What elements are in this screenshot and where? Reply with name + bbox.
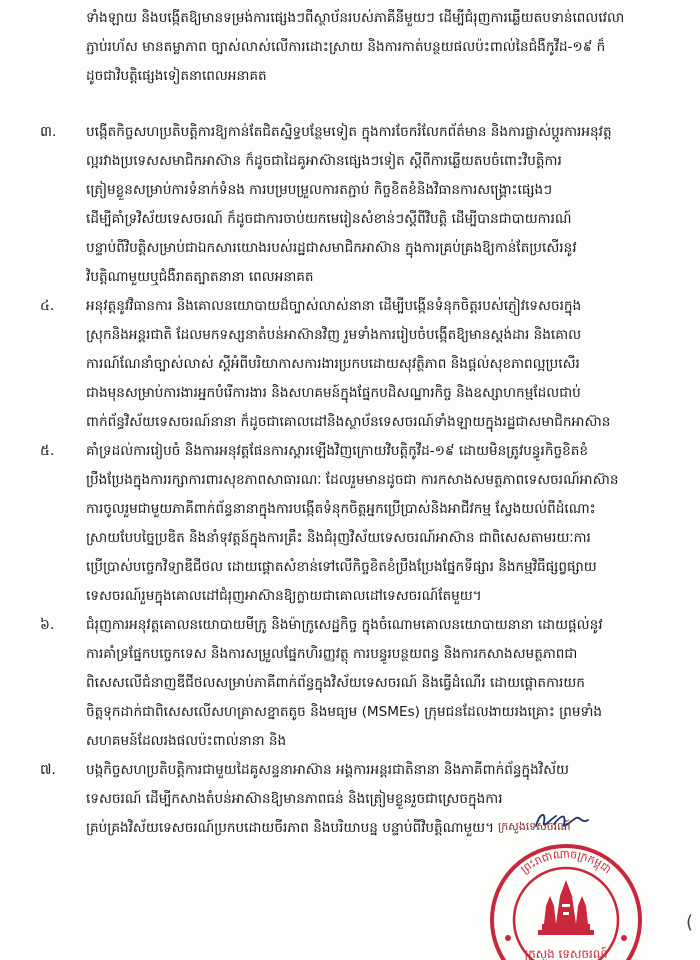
text-line: ប្រឹងប្រែងក្នុងការរក្សាការពារសុខភាពសាធារណៈ ដែលរួមមានដូចជា ការកសាងសមត្ថភាពទេសចរណ៍អាស៊ាន <box>86 472 619 488</box>
text-line: ស្រុកនិងអន្តរជាតិ ដែលមកទស្សនាតំបន់អាស៊ានវិញ រួមទាំងការរៀបចំបង្កើតឱ្យមានស្តង់ដារ និងគោល <box>86 327 582 343</box>
text-line: ការគាំទ្រផ្នែកបច្ចេកទេស និងការសម្រួលផ្នែកហិរញ្ញវត្ថុ ការបន្ធូរបន្ថយពន្ធ និងការកសាងសមត្ថភាពជា <box>86 646 578 662</box>
item-number: ៣. <box>40 124 57 140</box>
item-text <box>86 437 642 611</box>
text-line: ល្អរវាងប្រទេសសមាជិកអាស៊ាន ក៏ដូចជាដៃគូអាស៊ានផ្សេងៗទៀត ស្តីពីការឆ្លើយតបចំពោះវិបត្តិការ <box>86 153 562 169</box>
text-line: ការចូលរួមជាមួយភាគីពាក់ព័ន្ធនានាក្នុងការបង្កើតទំនុកចិត្តអ្នកប្រើប្រាស់និងអាជីវកម្ម ស្វែងយល់ពីដំណោះ <box>86 501 596 517</box>
ministry-seal <box>484 818 654 960</box>
item-number: ៧. <box>40 762 56 778</box>
text-line: បង្កកិច្ចសហប្រតិបត្តិការជាមួយដៃគូសន្ទនាអាស៊ាន អង្គការអន្តរជាតិនានា និងភាគីពាក់ព័ន្ធក្នុងវិស័យ <box>86 762 569 778</box>
seal-bottom-text: ក្រសួង ទេសចរណ៍ <box>524 947 608 960</box>
text-line: ទេសចរណ៍រួមក្នុងគោលដៅជំរុញអាស៊ានឱ្យក្លាយជាគោលដៅទេសចរណ៍តែមួយ។ <box>86 588 482 604</box>
item-number: ៤. <box>40 298 55 314</box>
text-line: ទាំងឡាយ និងបង្កើតឱ្យមានទម្រង់ការផ្សេងៗពីស្ថាប័នរបស់ភាគីនីមួយៗ ដើម្បីជំរុញការឆ្លើយតបទាន់ពេលវេលា <box>86 10 625 26</box>
text-line: ប្រើប្រាស់បច្ចេកវិទ្យាឌីជីថល ដោយផ្តោតសំខាន់ទៅលើកិច្ចខិតខំប្រឹងប្រែងផ្នែកទីផ្សារ និងកម្មវិធីផ្សព្វផ្សាយ <box>86 559 597 575</box>
text-line: ដូចជាវិបត្តិផ្សេងទៀតនាពេលអនាគត <box>86 68 267 84</box>
angkor-temple-icon <box>538 880 594 935</box>
seal-ring-text: ព្រះរាជាណាចក្រកម្ពុជា <box>518 847 614 877</box>
text-line: ពាក់ព័ន្ធវិស័យទេសចរណ៍នានា ក៏ដូចជាគោលដៅនិងស្ថាប័នទេសចរណ៍ទាំងឡាយក្នុងរដ្ឋជាសមាជិកអាស៊ាន <box>86 414 611 430</box>
text-line: សហគមន៍ដែលរងផលប៉ះពាល់នានា និង <box>86 733 287 749</box>
text-line: ត្រៀមខ្លួនសម្រាប់ការទំនាក់ទំនង ការបម្របម្រួលការតភ្ជាប់ កិច្ចខិតខំនិងវិធានការសង្គ្រោះផ្សេងៗ <box>86 182 553 198</box>
text-line: បន្ទាប់ពីវិបត្តិសម្រាប់ជាឯកសារយោងរបស់រដ្ឋជាសមាជិកអាស៊ាន ក្នុងការគ្រប់គ្រងឱ្យកាន់តែប្រសើរនូវ <box>86 240 577 256</box>
text-line: ស្រាយបែបច្នៃប្រឌិត និងនាំទុវត្តន៍ក្នុងការគ្រឹះ និងជំរុញវិស័យទេសចរណ៍អាស៊ាន ជាពិសេសតាមរយៈការ <box>86 530 591 546</box>
item-text <box>86 118 642 292</box>
text-line: ដើម្បីគាំទ្រវិស័យទេសចរណ៍ ក៏ដូចជាការចាប់យកមេរៀនសំខាន់ៗស្តីពីវិបត្តិ ដើម្បីបានជាបាយការណ៍ <box>86 211 572 227</box>
text-line: គាំទ្រដល់ការរៀបចំ និងការអនុវត្តផែនការស្តារឡើងវិញក្រោយវិបត្តិកូវីដ-១៩ ដោយមិនត្រូវបន្ធូរកិច្ចខិតខំ <box>86 443 589 459</box>
seal-top-text: ក្រសួងទេសចរណ៍ <box>498 820 571 833</box>
intro-paragraph <box>86 4 642 91</box>
text-line: បង្កើតកិច្ចសហប្រតិបត្តិការឱ្យកាន់តែជិតស្និទ្ធបន្ថែមទៀត ក្នុងការចែករំលែកព័ត៌មាន និងការផ្លាស់ប្តូរការអនុវត្ត <box>86 124 612 140</box>
item-text <box>86 611 642 756</box>
text-line: ជាងមុនសម្រាប់ការងារអ្នកបំរើការងារ និងសហគមន៍ក្នុងផ្នែកបដិសណ្ឋារកិច្ច និងឧស្សាហកម្មដែលជាប់ <box>86 385 581 401</box>
seal-stamp <box>486 840 646 960</box>
text-line: វិបត្តិណាមួយឬជំងឺរាតត្បាតនានា ពេលអនាគត <box>86 269 314 285</box>
text-line: ជំរុញការអនុវត្តគោលនយោបាយមីក្រូ និងម៉ាក្រូសេដ្ឋកិច្ច ក្នុងចំណោមគោលនយោបាយនានា ដោយផ្តល់នូវ <box>86 617 603 633</box>
text-line: អនុវត្តនូវវិធានការ និងគោលនយោបាយដ៏ច្បាស់លាស់នានា ដើម្បីបង្កើនទំនុកចិត្តរបស់ភ្ញៀវទេសចរក្នុង <box>86 298 582 314</box>
text-line: គ្រប់គ្រងវិស័យទេសចរណ៍ប្រកបដោយចីរភាព និងបរិយាបន្ន បន្ទាប់ពីវិបត្តិណាមួយ។ <box>86 820 495 836</box>
text-line: ភ្ជាប់រហ័ស មានតម្លាភាព ច្បាស់លាស់លើការដោះស្រាយ និងការកាត់បន្ថយផលប៉ះពាល់នៃជំងឺកូវីដ-១៩ ក៏ <box>86 39 606 55</box>
item-text <box>86 292 642 437</box>
text-line: ការណ៍ណែនាំច្បាស់លាស់ ស្តីអំពីបរិយាកាសការងារប្រកបដោយសុវត្ថិភាព និងផ្តល់សុខភាពល្អប្រសើរ <box>86 356 580 372</box>
text-line: ពិសេសលើជំនាញឌីជីថលសម្រាប់ភាគីពាក់ព័ន្ធក្នុងវិស័យទេសចរណ៍ និងធ្វើដំណើរ ដោយផ្តោតការយក <box>86 675 585 691</box>
item-number: ៦. <box>40 617 55 633</box>
page-edge-fragment: ( <box>686 912 694 933</box>
item-number: ៥. <box>40 443 55 459</box>
text-line: ទេសចរណ៍ ដើម្បីកសាងតំបន់អាស៊ានឱ្យមានភាពធន់ និងត្រៀមខ្លួនរួចជាស្រេចក្នុងការ <box>86 791 503 807</box>
text-line: ចិត្តទុកដាក់ជាពិសេសលើសហគ្រាសខ្នាតតូច និងមធ្យម (MSMEs) ក្រុមជនដែលងាយរងគ្រោះ ព្រមទាំង <box>86 704 603 720</box>
